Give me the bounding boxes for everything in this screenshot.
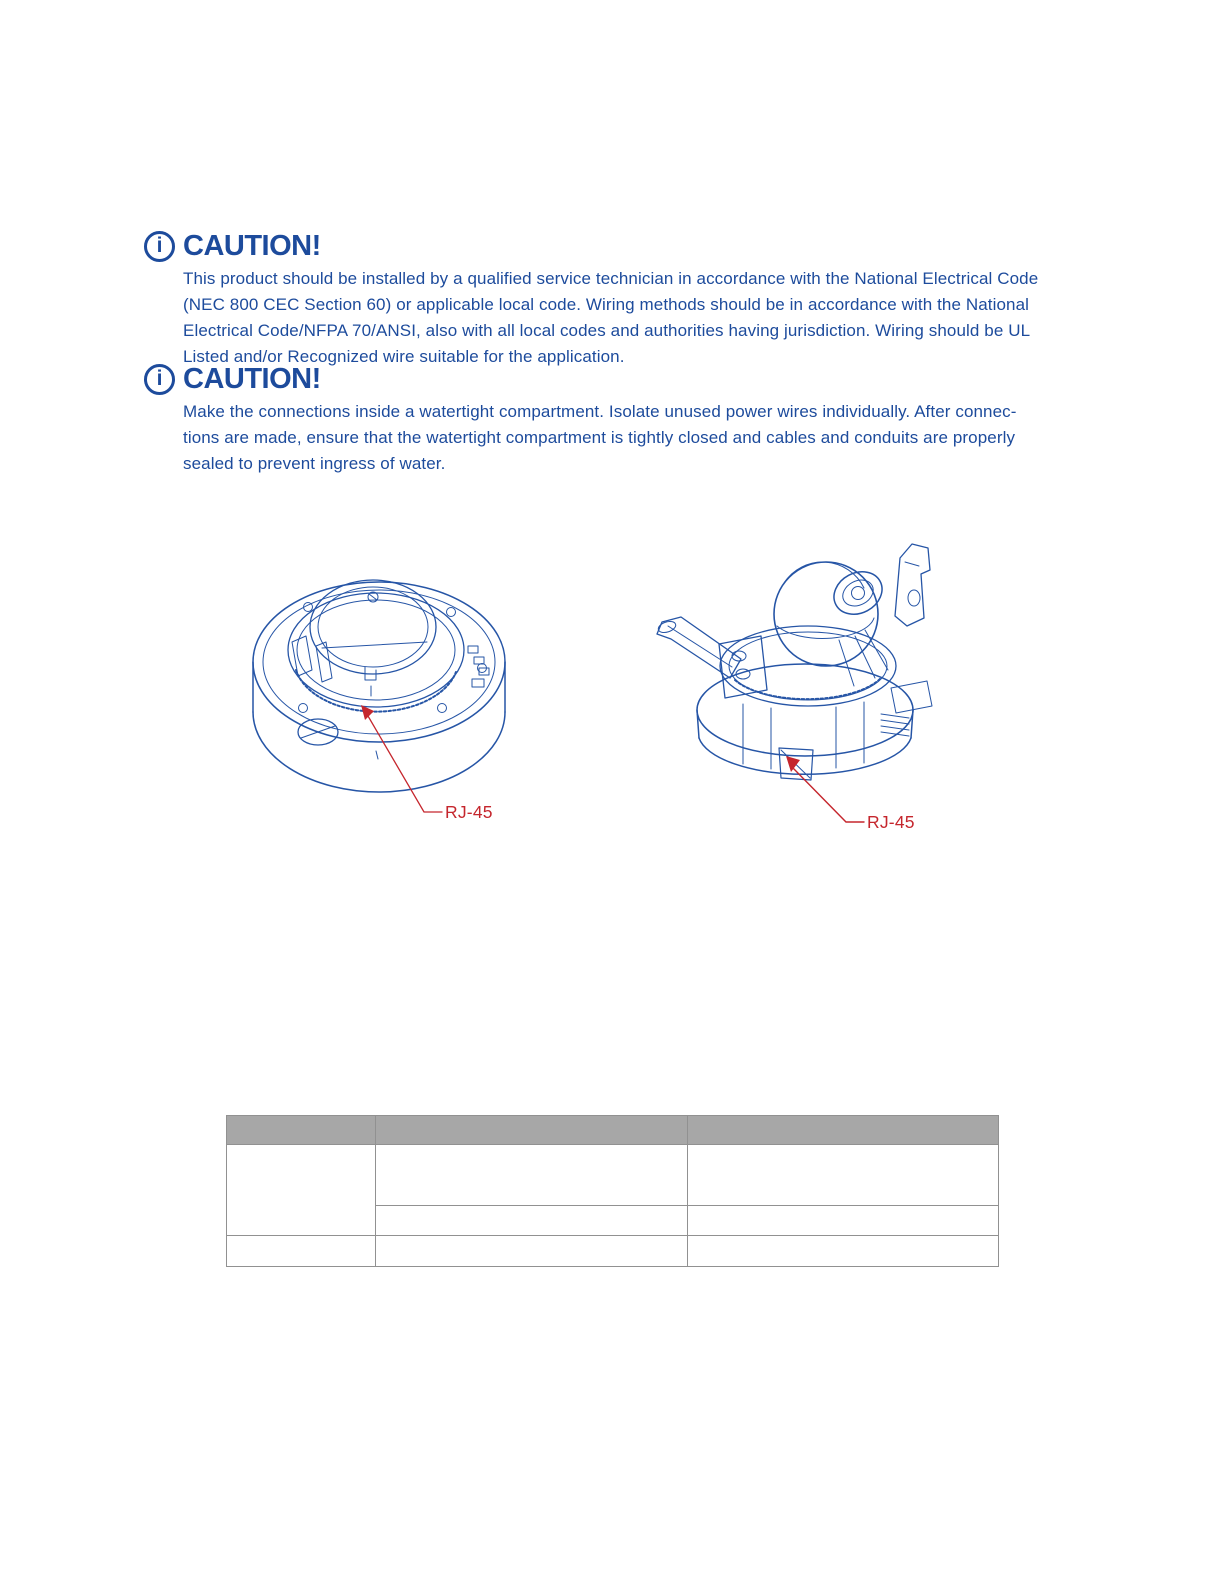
table-cell — [376, 1236, 688, 1267]
caution-1-line: Electrical Code/NFPA 70/ANSI, also with all local codes and authorities having jurisdiction. Wiring should be UL — [183, 320, 1031, 340]
caution-1-title: CAUTION! — [183, 230, 321, 262]
caution-2-body — [183, 399, 1074, 477]
caution-1-line: (NEC 800 CEC Section 60) or applicable local code. Wiring methods should be in accordance with the National — [183, 294, 1030, 314]
camera-base-line-art — [253, 580, 505, 792]
caution-2-title: CAUTION! — [183, 363, 321, 395]
table-header-cell — [227, 1116, 376, 1145]
camera-gimbal-line-art — [657, 544, 932, 780]
info-icon-glyph: i — [156, 234, 163, 258]
table-header-cell — [376, 1116, 688, 1145]
rj45-label: RJ-45 — [445, 802, 493, 822]
caution-2-header — [144, 364, 1074, 396]
caution-2-line: Make the connections inside a watertight compartment. Isolate unused power wires individually. After connec- — [183, 401, 1017, 421]
info-icon-glyph: i — [156, 367, 163, 391]
spec-table — [226, 1115, 999, 1267]
rj45-label: RJ-45 — [867, 812, 915, 832]
table-cell — [688, 1206, 999, 1236]
caution-2-line: tions are made, ensure that the watertight compartment is tightly closed and cables and conduits are properly — [183, 427, 1016, 447]
table-cell — [688, 1236, 999, 1267]
rj45-callout-right — [786, 756, 915, 832]
table-cell — [376, 1206, 688, 1236]
rj45-callout-left — [361, 705, 493, 822]
caution-1-line: This product should be installed by a qualified service technician in accordance with the National Electrical Code — [183, 268, 1039, 288]
info-circle-icon — [144, 364, 175, 395]
dome-camera-gimbal-diagram — [643, 538, 953, 838]
table-cell — [227, 1236, 376, 1267]
caution-section-1 — [144, 231, 1074, 370]
table-cell — [688, 1145, 999, 1206]
info-circle-icon — [144, 231, 175, 262]
dome-camera-base-diagram — [246, 550, 516, 840]
caution-section-2 — [144, 364, 1074, 477]
caution-1-body — [183, 266, 1074, 370]
table-header-row — [227, 1116, 999, 1145]
rj45-arrowhead — [786, 756, 800, 772]
table-row — [227, 1145, 999, 1206]
rj45-leader-line — [368, 716, 442, 812]
caution-1-header — [144, 231, 1074, 263]
table-header-cell — [688, 1116, 999, 1145]
table-cell — [227, 1145, 376, 1236]
caution-2-line: sealed to prevent ingress of water. — [183, 453, 446, 473]
table-row — [227, 1236, 999, 1267]
caution-1-line: Listed and/or Recognized wire suitable for the application. — [183, 346, 625, 366]
rj45-leader-line — [793, 768, 864, 822]
table-cell — [376, 1145, 688, 1206]
